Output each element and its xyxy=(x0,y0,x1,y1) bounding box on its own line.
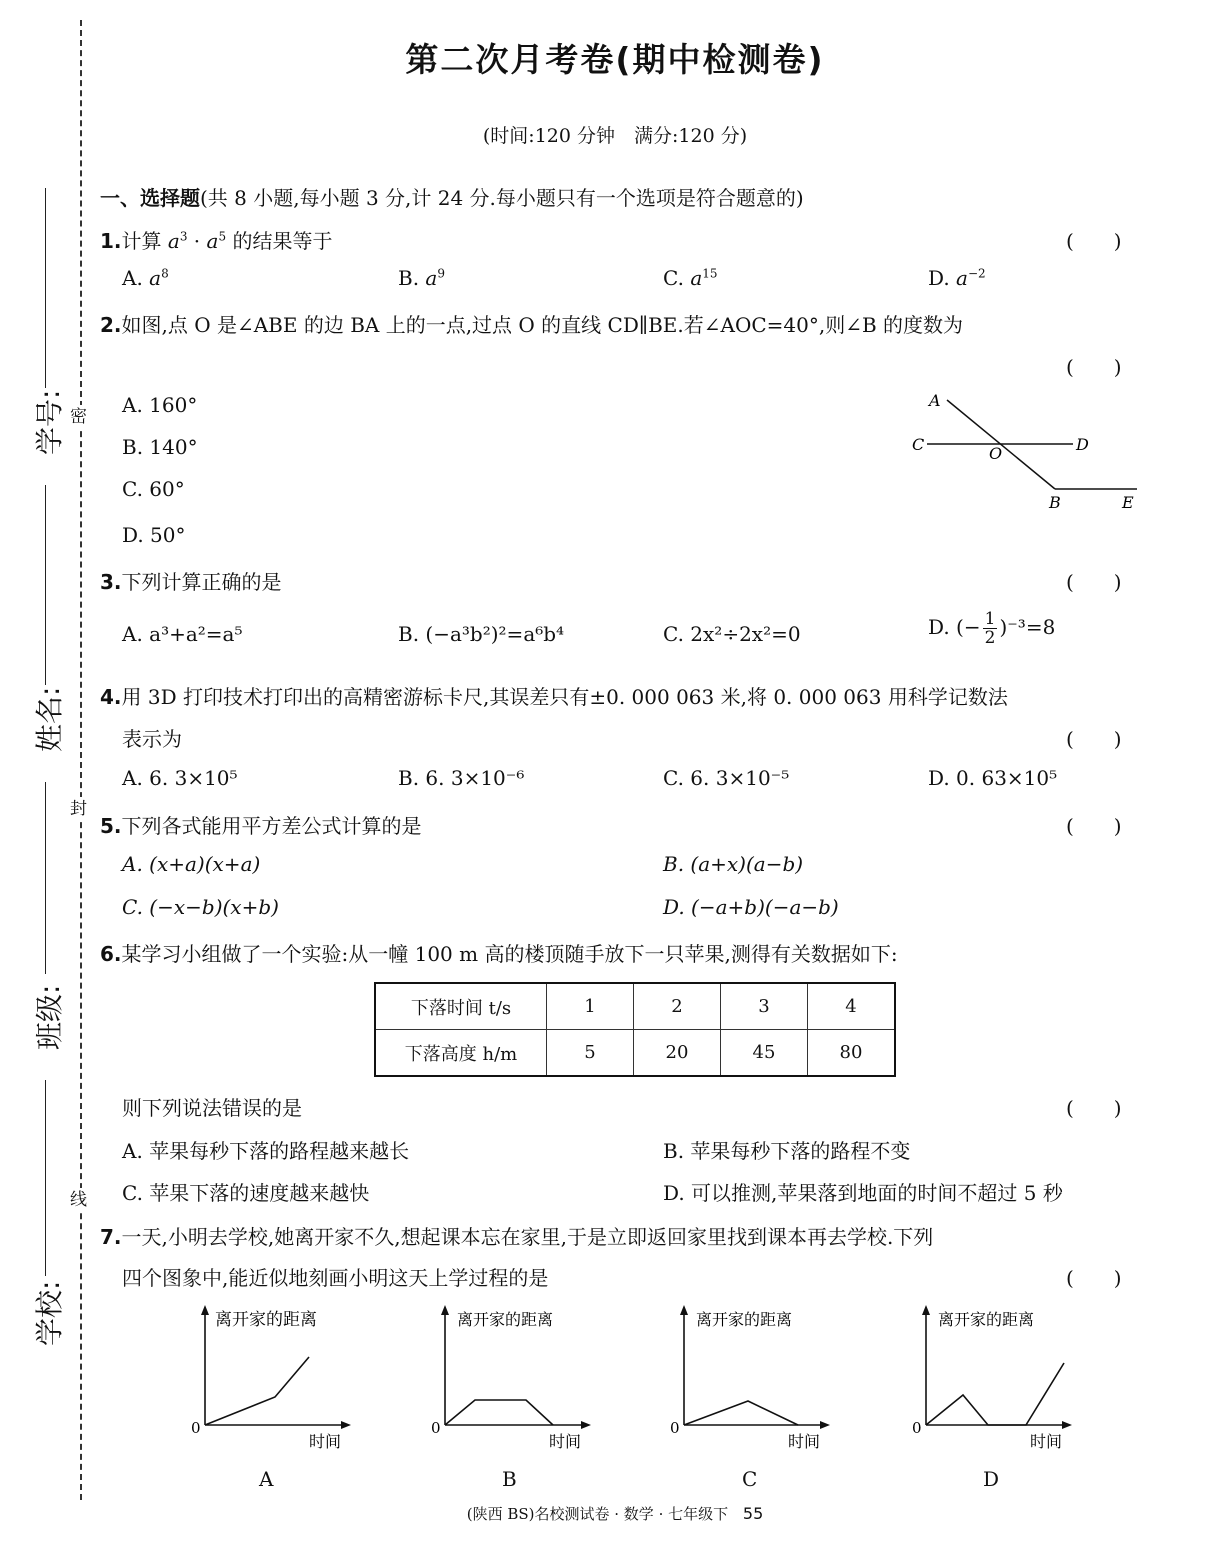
q5-number: 5. xyxy=(100,814,122,838)
origin-label: 0 xyxy=(912,1419,922,1437)
section-label: 一、选择题 xyxy=(100,186,200,210)
name-label: 姓名: xyxy=(33,686,66,752)
q1-option-b xyxy=(398,266,445,290)
x-arrow-icon xyxy=(820,1421,830,1429)
q4-option-b: B. 6. 3×10⁻⁶ xyxy=(398,766,525,790)
q4-answer-paren: ( ) xyxy=(1066,727,1122,751)
table-row xyxy=(375,983,895,1030)
question-4 xyxy=(100,681,1008,710)
q7-text: 一天,小明去学校,她离开家不久,想起课本忘在家里,于是立即返回家里找到课本再去学校.下列 xyxy=(121,1225,934,1249)
question-6 xyxy=(100,938,898,967)
q3-option-c: C. 2x²÷2x²=0 xyxy=(663,622,801,646)
name-blank xyxy=(45,485,46,685)
q1-exp1: 3 xyxy=(179,229,188,244)
q1-option-d xyxy=(928,266,986,290)
q5-option-d: D. (−a+b)(−a−b) xyxy=(663,895,839,919)
fraction-denominator: 2 xyxy=(984,628,996,648)
q1-option-label: B. xyxy=(398,266,420,290)
page-footer xyxy=(0,1503,1230,1524)
q6-prompt: 则下列说法错误的是 xyxy=(122,1096,302,1120)
fraction-numerator: 1 xyxy=(984,609,996,629)
class-blank xyxy=(45,782,46,974)
q6-option-b: B. 苹果每秒下落的路程不变 xyxy=(663,1139,911,1163)
q5-option-c: C. (−x−b)(x+b) xyxy=(122,895,279,919)
class-label: 班级: xyxy=(33,984,66,1050)
page-number: 55 xyxy=(742,1504,764,1523)
q6-number: 6. xyxy=(100,942,122,966)
q1-option-c xyxy=(663,266,718,290)
question-1 xyxy=(100,225,332,254)
q4-option-c: C. 6. 3×10⁻⁵ xyxy=(663,766,790,790)
distance-curve xyxy=(684,1401,798,1425)
x-arrow-icon xyxy=(1062,1421,1072,1429)
q1-dot: · xyxy=(187,229,207,253)
question-7 xyxy=(100,1221,933,1250)
q7-text-line2: 四个图象中,能近似地刻画小明这天上学过程的是 xyxy=(122,1266,549,1290)
section-note: (共 8 小题,每小题 3 分,计 24 分.每小题只有一个选项是符合题意的) xyxy=(200,186,804,210)
table-cell: 5 xyxy=(547,1030,634,1077)
q7-graph-a xyxy=(185,1303,375,1458)
school-blank xyxy=(45,1080,46,1276)
table-cell: 4 xyxy=(808,983,896,1030)
q7-graph-b xyxy=(425,1303,615,1458)
q1-option-exp: −2 xyxy=(967,266,986,281)
graph-d-caption: D xyxy=(983,1467,1000,1491)
question-3 xyxy=(100,566,282,595)
q2-option-a: A. 160° xyxy=(122,393,198,417)
q4-text-line2: 表示为 xyxy=(122,727,182,751)
table-row-header: 下落时间 t/s xyxy=(375,983,547,1030)
q5-answer-paren: ( ) xyxy=(1066,814,1122,838)
fraction-one-half xyxy=(983,610,998,647)
q3-option-d xyxy=(928,610,1055,647)
school-label: 学校: xyxy=(33,1280,66,1346)
x-axis-label: 时间 xyxy=(549,1432,582,1451)
q1-option-a xyxy=(122,266,169,290)
y-axis-label: 离开家的距离 xyxy=(938,1310,1035,1329)
footer-text: (陕西 BS)名校测试卷 · 数学 · 七年级下 xyxy=(466,1505,729,1523)
q1-text-b: 的结果等于 xyxy=(226,229,333,253)
x-axis-label: 时间 xyxy=(788,1432,821,1451)
q1-number: 1. xyxy=(100,229,122,253)
q1-option-base: a xyxy=(956,266,968,290)
q2-number: 2. xyxy=(100,313,122,337)
q3-text: 下列计算正确的是 xyxy=(121,570,282,594)
y-axis-label: 离开家的距离 xyxy=(457,1310,554,1329)
q3-option-d-pre: D. (− xyxy=(928,615,981,639)
q2-option-c: C. 60° xyxy=(122,477,185,501)
q7-number: 7. xyxy=(100,1225,122,1249)
origin-label: 0 xyxy=(191,1419,201,1437)
q1-option-label: D. xyxy=(928,266,950,290)
q3-option-a: A. a³+a²=a⁵ xyxy=(122,622,243,646)
graph-b-caption: B xyxy=(502,1467,517,1491)
q1-option-label: C. xyxy=(663,266,684,290)
q2-option-b: B. 140° xyxy=(122,435,198,459)
q4-number: 4. xyxy=(100,685,122,709)
q1-option-exp: 15 xyxy=(702,266,718,281)
point-d-label: D xyxy=(1076,435,1089,454)
exam-title: 第二次月考卷(期中检测卷) xyxy=(405,40,825,79)
x-axis-label: 时间 xyxy=(309,1432,342,1451)
y-arrow-icon xyxy=(201,1305,209,1315)
seal-mark-feng: 封 xyxy=(70,799,87,819)
q3-option-b: B. (−a³b²)²=a⁶b⁴ xyxy=(398,622,565,646)
point-c-label: C xyxy=(912,435,925,454)
table-cell: 80 xyxy=(808,1030,896,1077)
distance-curve xyxy=(205,1357,309,1425)
table-cell: 3 xyxy=(721,983,808,1030)
student-id-blank xyxy=(45,188,46,388)
q7-answer-paren: ( ) xyxy=(1066,1266,1122,1290)
q2-option-d: D. 50° xyxy=(122,523,186,547)
point-b-label: B xyxy=(1049,493,1061,512)
q4-text: 用 3D 打印技术打印出的高精密游标卡尺,其误差只有±0. 000 063 米,将 0. 000 063 用科学记数法 xyxy=(121,685,1008,709)
q7-graph-d xyxy=(906,1303,1096,1458)
question-2 xyxy=(100,309,963,338)
point-e-label: E xyxy=(1122,493,1134,512)
q3-option-d-post: )⁻³=8 xyxy=(999,615,1056,639)
q1-var: a xyxy=(206,229,219,253)
origin-label: 0 xyxy=(431,1419,441,1437)
section-heading xyxy=(100,182,804,211)
q6-option-d: D. 可以推测,苹果落到地面的时间不超过 5 秒 xyxy=(663,1181,1063,1205)
graph-a-caption: A xyxy=(259,1467,274,1491)
q1-answer-paren: ( ) xyxy=(1066,229,1122,253)
q5-option-a: A. (x+a)(x+a) xyxy=(122,852,261,876)
x-arrow-icon xyxy=(581,1421,591,1429)
graph-c-caption: C xyxy=(742,1467,758,1491)
q1-option-base: a xyxy=(149,266,162,290)
distance-curve xyxy=(445,1400,553,1425)
table-cell: 45 xyxy=(721,1030,808,1077)
table-row-header: 下落高度 h/m xyxy=(375,1030,547,1077)
q5-option-b: B. (a+x)(a−b) xyxy=(663,852,804,876)
q6-option-a: A. 苹果每秒下落的路程越来越长 xyxy=(122,1139,410,1163)
q2-geometry-figure xyxy=(905,388,1145,513)
q1-option-exp: 9 xyxy=(437,266,445,281)
y-axis-label: 离开家的距离 xyxy=(696,1310,793,1329)
origin-label: 0 xyxy=(670,1419,680,1437)
y-arrow-icon xyxy=(441,1305,449,1315)
y-axis-label: 离开家的距离 xyxy=(215,1310,317,1330)
q6-answer-paren: ( ) xyxy=(1066,1096,1122,1120)
q1-var: a xyxy=(167,229,180,253)
q5-text: 下列各式能用平方差公式计算的是 xyxy=(121,814,422,838)
q6-text: 某学习小组做了一个实验:从一幢 100 m 高的楼顶随手放下一只苹果,测得有关数据如下: xyxy=(121,942,898,966)
q6-option-c: C. 苹果下落的速度越来越快 xyxy=(122,1181,370,1205)
q1-option-base: a xyxy=(690,266,703,290)
q7-graph-c xyxy=(664,1303,854,1458)
q1-option-label: A. xyxy=(122,266,143,290)
y-arrow-icon xyxy=(680,1305,688,1315)
point-a-label: A xyxy=(929,391,941,410)
table-cell: 1 xyxy=(547,983,634,1030)
q1-option-exp: 8 xyxy=(161,266,169,281)
q2-answer-paren: ( ) xyxy=(1066,355,1122,379)
q1-exp2: 5 xyxy=(218,229,227,244)
x-axis-label: 时间 xyxy=(1030,1432,1063,1451)
point-o-label: O xyxy=(989,444,1003,463)
q4-option-d: D. 0. 63×10⁵ xyxy=(928,766,1058,790)
seal-mark-mi: 密 xyxy=(70,407,87,427)
seal-mark-xian: 线 xyxy=(70,1190,87,1210)
binding-dashed-line xyxy=(80,20,82,1500)
x-arrow-icon xyxy=(341,1421,351,1429)
table-cell: 20 xyxy=(634,1030,721,1077)
q3-answer-paren: ( ) xyxy=(1066,570,1122,594)
fall-data-table xyxy=(374,982,896,1077)
q4-option-a: A. 6. 3×10⁵ xyxy=(122,766,238,790)
y-arrow-icon xyxy=(922,1305,930,1315)
q1-text-a: 计算 xyxy=(121,229,168,253)
distance-curve xyxy=(926,1363,1064,1425)
student-id-label: 学号: xyxy=(33,389,66,455)
question-5 xyxy=(100,810,422,839)
exam-subtitle: (时间:120 分钟 满分:120 分) xyxy=(482,125,748,147)
q2-text: 如图,点 O 是∠ABE 的边 BA 上的一点,过点 O 的直线 CD∥BE.若∠AOC=40°,则∠B 的度数为 xyxy=(121,313,964,337)
table-cell: 2 xyxy=(634,983,721,1030)
table-row xyxy=(375,1030,895,1077)
q3-number: 3. xyxy=(100,570,122,594)
q1-option-base: a xyxy=(425,266,438,290)
